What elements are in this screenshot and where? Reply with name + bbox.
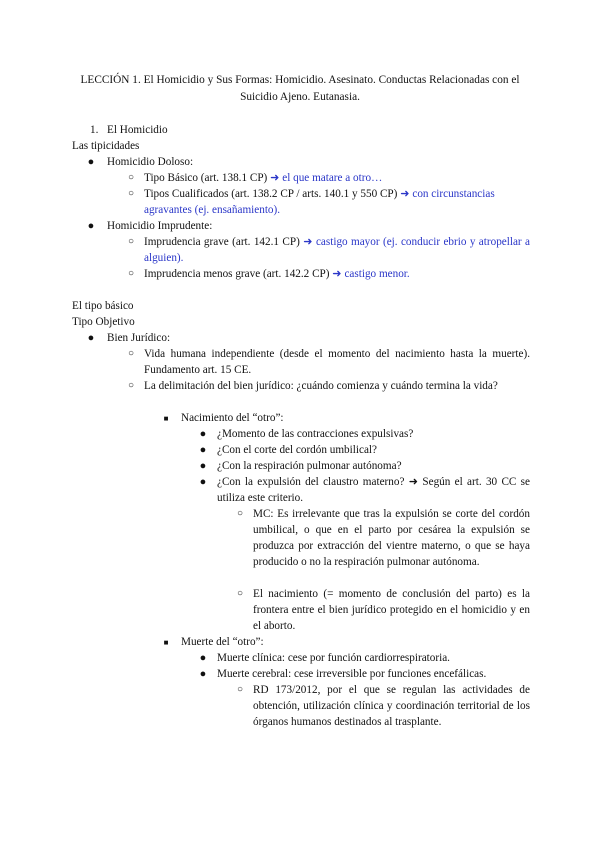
- muerte-cerebral-text: Muerte cerebral: cese irreversible por funciones encefálicas.: [217, 668, 487, 680]
- imprudente-label: Homicidio Imprudente:: [107, 220, 213, 232]
- rd-paragraph: RD 173/2012, por el que se regulan las actividades de obtención, utilización clínica y coordinación territorial de los órganos humanos destinados al trasplante.: [253, 684, 530, 728]
- imprudencia-grave-text: Imprudencia grave (art. 142.1 CP): [144, 236, 300, 248]
- doloso-label: Homicidio Doloso:: [107, 156, 194, 168]
- tipo-basico-text: Tipo Básico (art. 138.1 CP): [144, 172, 268, 184]
- bullet-disc-icon: ●: [87, 220, 95, 232]
- bullet-disc-icon: ●: [199, 428, 207, 440]
- bullet-disc-icon: ●: [87, 332, 95, 344]
- imprudencia-grave-arrow-text: ➜ castigo mayor (ej. conducir ebrio y atropellar a alguien).: [144, 236, 531, 264]
- tipo-basico-arrow-text: ➜ el que matare a otro…: [270, 172, 383, 184]
- tipos-cualificados-text: Tipos Cualificados (art. 138.2 CP / arts. 140.1 y 550 CP): [144, 188, 398, 200]
- nacimiento-item: ¿Con el corte del cordón umbilical?: [217, 444, 377, 456]
- bullet-disc-icon: ●: [199, 668, 207, 680]
- bien-juridico-label: Bien Jurídico:: [107, 332, 171, 344]
- mc-paragraph: MC: Es irrelevante que tras la expulsión se corte del cordón umbilical, o que en el parto por cesárea la expulsión se produzca por extracción del vientre materno, o que se haya producido o no la respiración pulmonar autónoma.: [253, 508, 530, 568]
- bullet-square-icon: ■: [163, 414, 169, 423]
- tipo-objetivo-heading: Tipo Objetivo: [72, 316, 135, 328]
- bullet-disc-icon: ●: [199, 476, 207, 488]
- delimitacion-text: La delimitación del bien jurídico: ¿cuándo comienza y cuándo termina la vida?: [144, 380, 498, 392]
- bullet-circle-icon: ○: [127, 172, 135, 183]
- tipos-cualificados-item: [144, 186, 530, 218]
- section-number: 1.: [90, 124, 99, 136]
- tipo-basico-item: [144, 170, 530, 186]
- nacimiento-label: Nacimiento del “otro”:: [181, 412, 284, 424]
- muerte-clinica-text: Muerte clínica: cese por función cardiorrespiratoria.: [217, 652, 450, 664]
- tipicidades-heading: Las tipicidades: [72, 140, 140, 152]
- bullet-circle-icon: ○: [127, 380, 135, 391]
- bullet-circle-icon: ○: [127, 268, 135, 279]
- bullet-circle-icon: ○: [236, 508, 244, 519]
- muerte-label: Muerte del “otro”:: [181, 636, 264, 648]
- nacimiento-item: ¿Con la expulsión del claustro materno? ➜ Según el art. 30 CC se utiliza este criterio.: [217, 476, 530, 504]
- bullet-circle-icon: ○: [236, 588, 244, 599]
- bullet-circle-icon: ○: [127, 348, 135, 359]
- imprudencia-menos-grave-item: [144, 266, 530, 282]
- bullet-circle-icon: ○: [236, 684, 244, 695]
- bullet-circle-icon: ○: [127, 236, 135, 247]
- bullet-square-icon: ■: [163, 638, 169, 647]
- bullet-disc-icon: ●: [199, 444, 207, 456]
- bullet-disc-icon: ●: [199, 460, 207, 472]
- section-heading: El Homicidio: [107, 124, 168, 136]
- nacimiento-item: ¿Momento de las contracciones expulsivas?: [217, 428, 414, 440]
- bullet-disc-icon: ●: [199, 652, 207, 664]
- bullet-circle-icon: ○: [127, 188, 135, 199]
- imprudencia-menos-grave-arrow-text: ➜ castigo menor.: [332, 268, 410, 280]
- lesson-title: LECCIÓN 1. El Homicidio y Sus Formas: Homicidio. Asesinato. Conductas Relacionadas con el Suicidio Ajeno. Eutanasia.: [80, 74, 520, 103]
- tipos-cualificados-arrow-text: ➜ con circunstancias agravantes (ej. ensañamiento).: [144, 188, 495, 216]
- nacimiento-item: ¿Con la respiración pulmonar autónoma?: [217, 460, 402, 472]
- imprudencia-menos-grave-text: Imprudencia menos grave (art. 142.2 CP): [144, 268, 330, 280]
- frontera-paragraph: El nacimiento (= momento de conclusión del parto) es la frontera entre el bien jurídico protegido en el homicidio y en el aborto.: [253, 588, 530, 632]
- vida-humana-text: Vida humana independiente (desde el momento del nacimiento hasta la muerte). Fundamento art. 15 CE.: [144, 348, 530, 376]
- imprudencia-grave-item: [144, 234, 530, 266]
- bullet-disc-icon: ●: [87, 156, 95, 168]
- tipo-basico-heading: El tipo básico: [72, 300, 134, 312]
